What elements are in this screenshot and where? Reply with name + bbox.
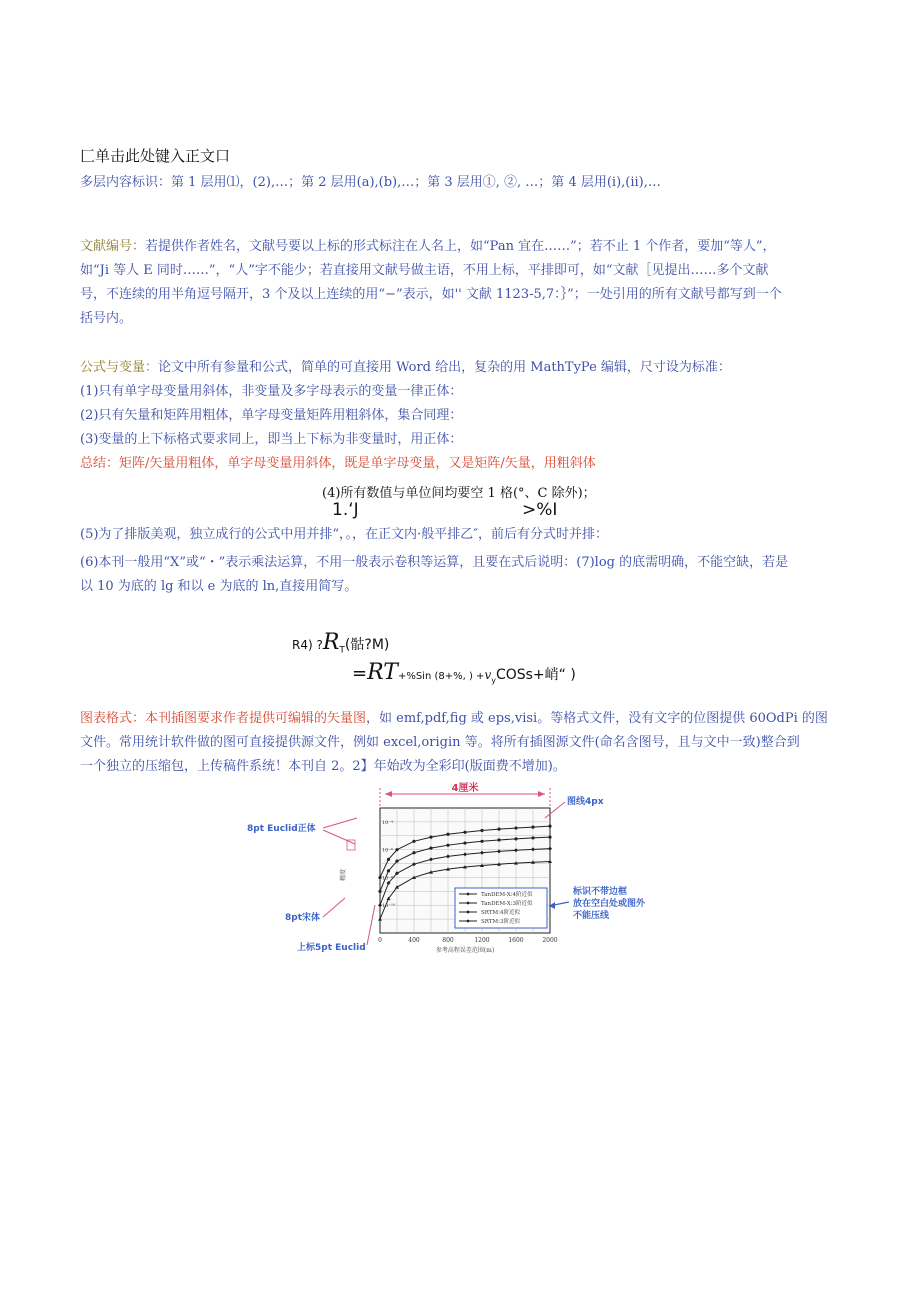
legend-marker (467, 893, 470, 896)
formula-rule-6b: 以 10 为底的 lg 和以 e 为底的 ln,直接用简写。 (80, 579, 358, 594)
figure-text-1: ，如 emf,pdf,fig 或 eps,visi。等格式文件，没有文字的位图提供 60OdPi 的图 (366, 711, 828, 726)
annotation-arrow-superscript (367, 905, 375, 945)
y-axis-label: 精度 (340, 868, 347, 882)
equation-1-suffix: (骷?M) (344, 637, 390, 653)
series-point (446, 833, 449, 836)
y-tick-label: 10⁻⁴ (382, 819, 394, 826)
annotation-arrow-song (323, 898, 345, 917)
series-point (548, 836, 551, 839)
equation-1-prefix: R4) ? (292, 638, 323, 652)
annotation-arrow-euclid (323, 818, 357, 828)
equation-2-vsub: y (491, 675, 496, 685)
x-tick-label: 1200 (474, 937, 490, 944)
header-label: 4厘米 (451, 783, 479, 794)
equation-2-symbol: RT (367, 660, 398, 685)
y-tick-label: 10⁻⁶ (382, 847, 394, 854)
series-point (395, 860, 398, 863)
annotation-superscript: 上标5pt Euclid (297, 943, 366, 953)
series-point (531, 836, 534, 839)
series-point (463, 831, 466, 834)
citation-text-1: 若提供作者姓名，文献号要以上标的形式标注在人名上，如“Pan 宜在……”；若不止 1 个作者，要加“等人”， (145, 239, 776, 254)
formula-rule-4: (4)所有数值与单位间均要空 1 格(°、C 除外)； (322, 486, 596, 501)
header-arrow-left (385, 791, 392, 797)
citation-line-3: 号，不连续的用半角逗号隔开，3 个及以上连续的用“−”表示，如'' 文献 1123-5,7：｝”；一处引用的所有文献号都写到一个 (80, 287, 782, 302)
series-point (387, 858, 390, 861)
multilevel-rule: 多层内容标识：第 1 层用⑴，(2),…；第 2 层用(a),(b),…；第 3 层用①, ②, …；第 4 层用(i),(ii),… (80, 175, 661, 190)
formula-rule-2: (2)只有矢量和矩阵用粗体，单字母变量矩阵用粗斜体，集合同理： (80, 408, 463, 423)
formula-summary: 总结：矩阵/矢量用粗体，单字母变量用斜体，既是单字母变量，又是矩阵/矢量，用粗斜体 (80, 456, 596, 471)
x-tick-labels (378, 937, 558, 944)
x-axis-label: 参考高程误差范围(m) (435, 947, 495, 954)
series-point (514, 837, 517, 840)
legend-entry: SRTM:4阶近似 (481, 910, 520, 916)
figure-rule-2: 文件。常用统计软件做的图可直接提供源文件，例如 excel,origin 等。将所有插图源文件(命名含图号，且与文中一致)整合到 (80, 735, 800, 750)
series-point (387, 869, 390, 872)
equation-line-1 (292, 630, 389, 655)
figure-rule-3: 一个独立的压缩包，上传稿件系统！本刊自 2。2】年始改为全彩印(版面费不增加)。 (80, 759, 566, 774)
formula-rule-5: (5)为了排版美观，独立成行的公式中用并排“，。，在正文内·般平排乙″，前后有分式时并排： (80, 527, 609, 542)
formula-rule-3: (3)变量的上下标格式要求同上，即当上下标为非变量时，用正体： (80, 432, 463, 447)
x-tick-label: 2000 (542, 937, 558, 944)
legend-marker (467, 902, 470, 905)
header-arrow-right (538, 791, 545, 797)
annotation-legend-note-3: 不能压线 (573, 911, 610, 921)
annotation-legend-note-2: 放在空白处或图外 (573, 899, 646, 909)
series-point (548, 824, 551, 827)
equation-2-terms: +%Sin (8+%, ) + (397, 671, 485, 682)
formula-intro (80, 359, 731, 377)
page-heading: 匚单击此处键入正文口 (80, 147, 231, 165)
series-point (412, 840, 415, 843)
x-tick-label: 400 (408, 937, 420, 944)
legend-entry: SRTM:3阶近似 (481, 919, 520, 925)
formula-rule-6a: (6)本刊一般用“X”或“・”表示乘法运算，不用一般表示卷积等运算，且要在式后说明：(7)log 的底需明确，不能空缺，若是 (80, 555, 789, 570)
equation-1-subscript: T (339, 645, 345, 656)
formula-label: 公式与变量： (80, 360, 159, 375)
equation-1-symbol: R (322, 630, 340, 655)
y-tick-label: 10⁻¹⁰ (382, 903, 396, 910)
series-point (480, 829, 483, 832)
y-tick-label: 10⁻⁸ (382, 875, 394, 882)
annotation-font-euclid: 8pt Euclid正体 (247, 824, 316, 834)
legend-entry: TanDEM-X:3阶近似 (481, 901, 533, 907)
x-tick-label: 800 (442, 937, 454, 944)
series-point (497, 828, 500, 831)
formula-fragment-b: >%I (522, 500, 558, 520)
series-point (480, 840, 483, 843)
series-point (395, 848, 398, 851)
citation-label: 文献编号： (80, 239, 146, 254)
formula-rule-1: (1)只有单字母变量用斜体，非变量及多字母表示的变量一律正体： (80, 384, 463, 399)
series-point (429, 836, 432, 839)
annotation-font-song: 8pt宋体 (285, 913, 321, 923)
series-point (514, 826, 517, 829)
equation-2-equals: = (352, 663, 368, 684)
annotation-arrow-euclid-2 (323, 830, 355, 844)
series-point (463, 841, 466, 844)
series-point (412, 851, 415, 854)
formula-fragment-a: 1.ʻJ (332, 500, 359, 520)
legend-marker (467, 911, 470, 914)
citation-line-4: 括号内。 (80, 311, 133, 326)
annotation-line-width: 图线4px (567, 797, 604, 807)
sample-figure (245, 780, 685, 960)
legend-marker (467, 920, 470, 923)
figure-rule-1 (80, 710, 828, 728)
legend (455, 888, 547, 928)
legend-entry: TanDEM-X:4阶近似 (481, 892, 533, 898)
equation-2-rest: COSs+峭“ ) (495, 667, 576, 683)
series-point (531, 826, 534, 829)
series-point (429, 846, 432, 849)
formula-intro-text: 论文中所有参量和公式，简单的可直接用 Word 给出，复杂的用 MathTyPe 编辑，尺寸设为标准： (158, 360, 731, 375)
figure-text-red: 本刊插图要求作者提供可编辑的矢量图 (145, 711, 367, 726)
series-point (497, 838, 500, 841)
series-point (446, 844, 449, 847)
equation-line-2 (352, 660, 576, 685)
annotation-legend-note-1: 标识不带边框 (573, 887, 628, 897)
series-point (378, 890, 381, 893)
figure-label: 图表格式： (80, 711, 146, 726)
citation-line-1 (80, 238, 776, 256)
citation-line-2: 如“Ji 等人 E 同时……”，“人”字不能少；若直接用文献号做主语，不用上标，平排即可，如“文献［见提出……多个文献 (80, 263, 769, 278)
equation-2-v: v (484, 668, 492, 682)
x-tick-label: 0 (378, 937, 382, 944)
x-tick-label: 1600 (508, 937, 524, 944)
